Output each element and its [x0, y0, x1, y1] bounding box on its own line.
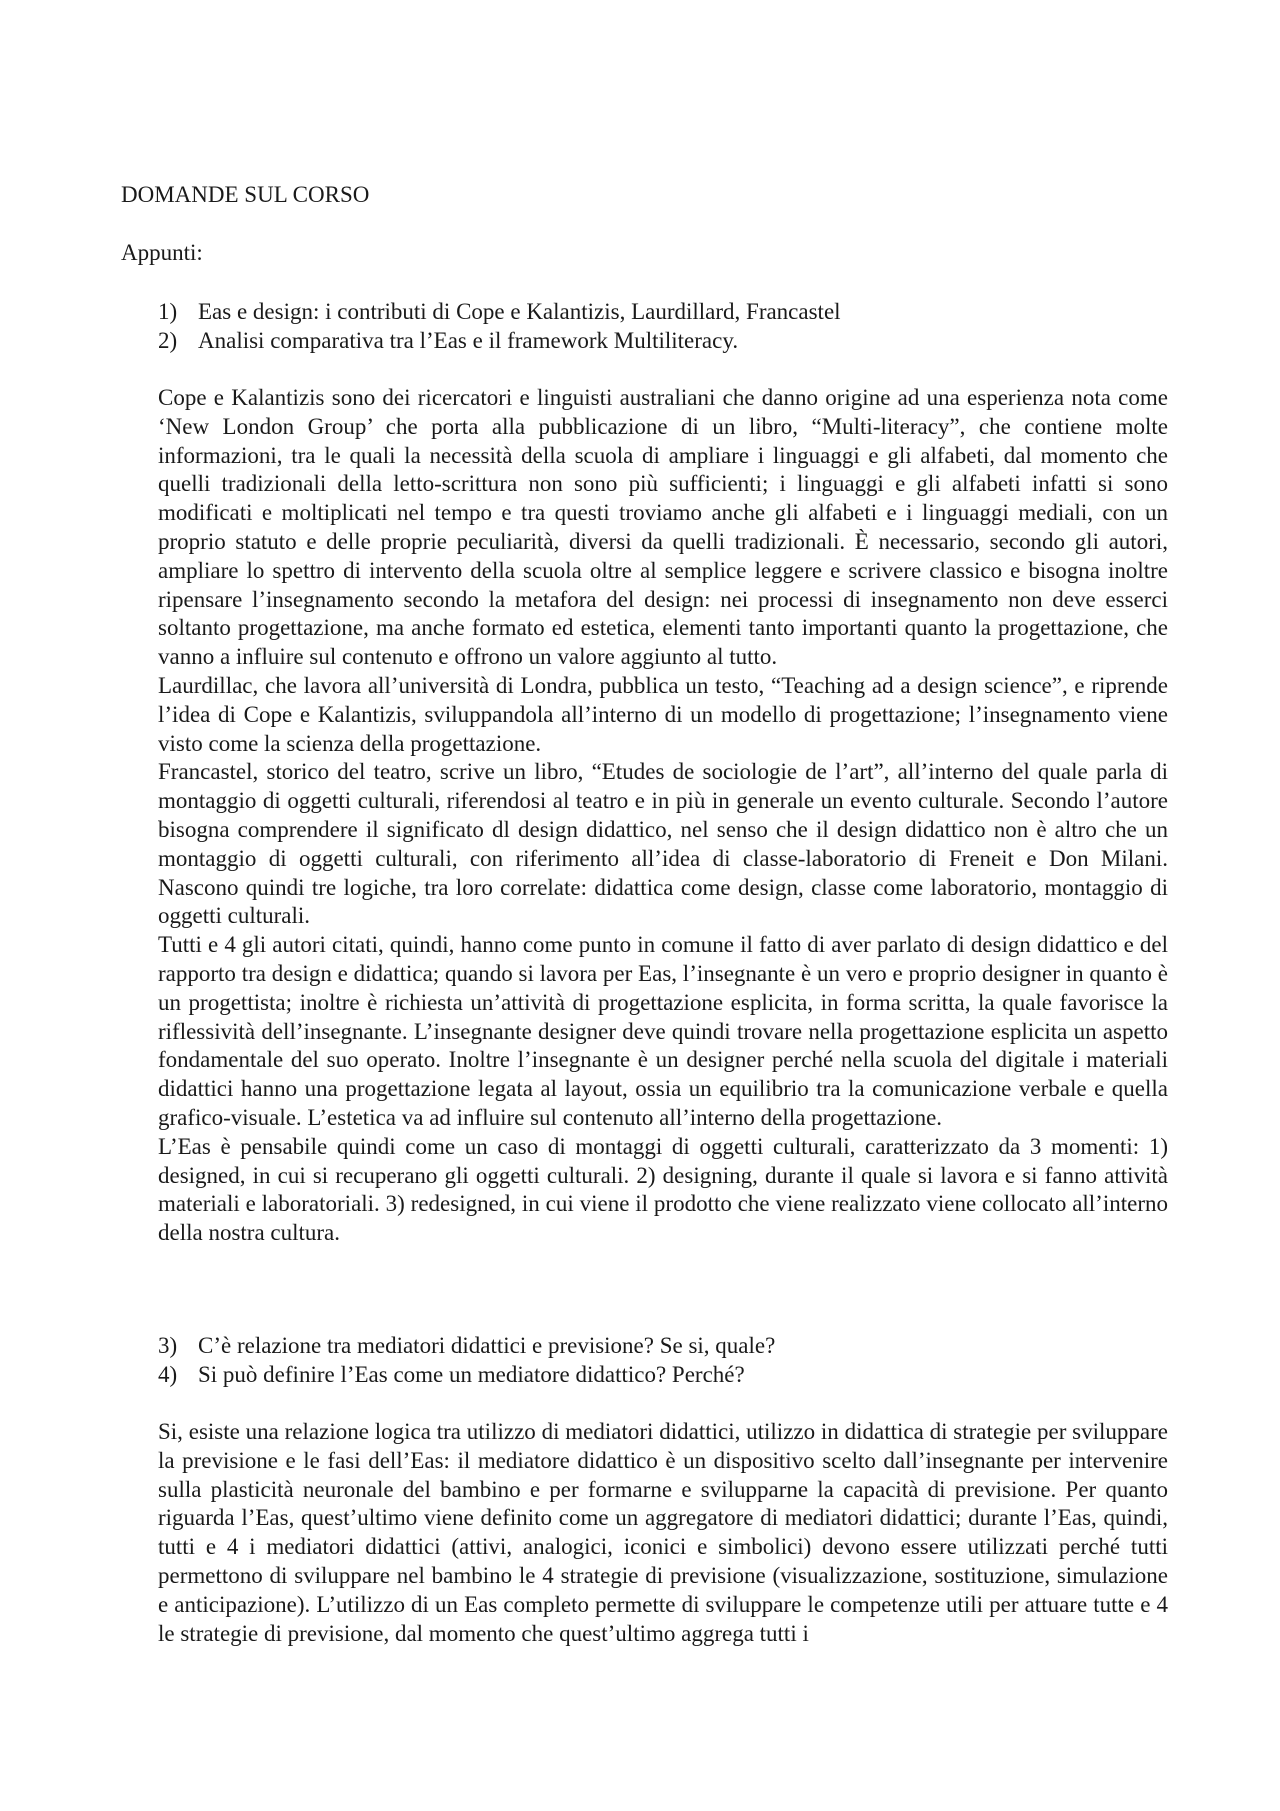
document-subtitle: Appunti:	[121, 240, 203, 265]
answer-block-1	[158, 384, 1168, 1248]
question-item	[158, 326, 1168, 355]
question-text: Analisi comparativa tra l’Eas e il framework Multiliteracy.	[198, 328, 739, 353]
question-item	[158, 1331, 1168, 1360]
question-number: 1)	[158, 299, 178, 324]
answer-block-2	[158, 1418, 1168, 1648]
question-number: 3)	[158, 1333, 178, 1358]
answer-paragraph: Cope e Kalantizis sono dei ricercatori e linguisti australiani che danno origine ad una esperienza nota come ‘New London Group’ che porta alla pubblicazione di un libro, “Multi-literacy”, che contiene molte informazioni, tra le quali la necessità della scuola di ampliare i linguaggi e gli alfabeti, dal momento che quelli tradizionali della letto-scrittura non sono più sufficienti; i linguaggi e gli alfabeti infatti si sono modificati e moltiplicati nel tempo e tra questi troviamo anche gli alfabeti e i linguaggi mediali, con un proprio statuto e delle proprie peculiarità, diversi da quelli tradizionali. È necessario, secondo gli autori, ampliare lo spettro di intervento della scuola oltre al semplice leggere e scrivere classico e bisogna inoltre ripensare l’insegnamento secondo la metafora del design: nei processi di insegnamento non deve esserci soltanto progettazione, ma anche formato ed estetica, elementi tanto importanti quanto la progettazione, che vanno a influire sul contenuto e offrono un valore aggiunto al tutto.	[158, 385, 1168, 670]
question-text: Eas e design: i contributi di Cope e Kalantizis, Laurdillard, Francastel	[198, 299, 841, 324]
question-item	[158, 1360, 1168, 1389]
question-number: 4)	[158, 1362, 178, 1387]
answer-paragraph: Si, esiste una relazione logica tra utilizzo di mediatori didattici, utilizzo in didattica di strategie per sviluppare la previsione e le fasi dell’Eas: il mediatore didattico è un dispositivo scelto dall’insegnante per intervenire sulla plasticità neuronale del bambino e per formarne e svilupparne la capacità di previsione. Per quanto riguarda l’Eas, quest’ultimo viene definito come un aggregatore di mediatori didattici; durante l’Eas, quindi, tutti e 4 i mediatori didattici (attivi, analogici, iconici e simbolici) devono essere utilizzati perché tutti permettono di sviluppare nel bambino le 4 strategie di previsione (visualizzazione, sostituzione, simulazione e anticipazione). L’utilizzo di un Eas completo permette di sviluppare le competenze utili per attuare tutte e 4 le strategie di previsione, dal momento che quest’ultimo aggrega tutti i	[158, 1419, 1168, 1646]
answer-paragraph: L’Eas è pensabile quindi come un caso di montaggi di oggetti culturali, caratterizzato da 3 momenti: 1) designed, in cui si recuperano gli oggetti culturali. 2) designing, durante il quale si lavora e si fanno attività materiali e laboratoriali. 3) redesigned, in cui viene il prodotto che viene realizzato viene collocato all’interno della nostra cultura.	[158, 1133, 1168, 1246]
document-title: DOMANDE SUL CORSO	[121, 182, 370, 207]
question-text: Si può definire l’Eas come un mediatore didattico? Perché?	[198, 1362, 745, 1387]
answer-paragraph: Laurdillac, che lavora all’università di Londra, pubblica un testo, “Teaching ad a design science”, e riprende l’idea di Cope e Kalantizis, sviluppandola all’interno di un modello di progettazione; l’insegnamento viene visto come la scienza della progettazione.	[158, 672, 1168, 756]
question-list-1	[158, 297, 1168, 355]
question-item	[158, 297, 1168, 326]
answer-paragraph: Tutti e 4 gli autori citati, quindi, hanno come punto in comune il fatto di aver parlato di design didattico e del rapporto tra design e didattica; quando si lavora per Eas, l’insegnante è un vero e proprio designer in quanto è un progettista; inoltre è richiesta un’attività di progettazione esplicita, in forma scritta, la quale favorisce la riflessività dell’insegnante. L’insegnante designer deve quindi trovare nella progettazione esplicita un aspetto fondamentale del suo operato. Inoltre l’insegnante è un designer perché nella scuola del digitale i materiali didattici hanno una progettazione legata al layout, ossia un equilibrio tra la comunicazione verbale e quella grafico-visuale. L’estetica va ad influire sul contenuto all’interno della progettazione.	[158, 932, 1168, 1130]
question-list-2	[158, 1331, 1168, 1389]
question-text: C’è relazione tra mediatori didattici e previsione? Se si, quale?	[198, 1333, 776, 1358]
question-number: 2)	[158, 328, 178, 353]
answer-paragraph: Francastel, storico del teatro, scrive un libro, “Etudes de sociologie de l’art”, all’interno del quale parla di montaggio di oggetti culturali, riferendosi al teatro e in più in generale un evento culturale. Secondo l’autore bisogna comprendere il significato dl design didattico, nel senso che il design didattico non è altro che un montaggio di oggetti culturali, con riferimento all’idea di classe-laboratorio di Freneit e Don Milani. Nascono quindi tre logiche, tra loro correlate: didattica come design, classe come laboratorio, montaggio di oggetti culturali.	[158, 759, 1168, 929]
